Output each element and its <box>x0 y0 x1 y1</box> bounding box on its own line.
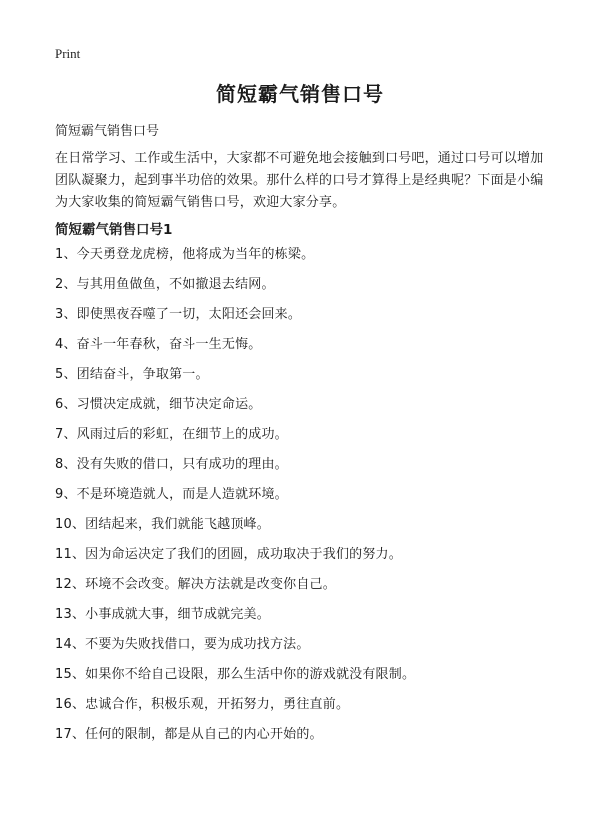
list-item: 1、今天勇登龙虎榜，他将成为当年的栋梁。 <box>55 247 315 262</box>
list-item: 16、忠诚合作，积极乐观，开拓努力，勇往直前。 <box>55 697 350 712</box>
intro-paragraph: 在日常学习、工作或生活中，大家都不可避免地会接触到口号吧，通过口号可以增加团队凝聚力，起到事半功倍的效果。那什么样的口号才算得上是经典呢？下面是小编为大家收集的简短霸气销售口号，欢迎大家分享。 <box>55 151 544 210</box>
list-item: 10、团结起来，我们就能飞越顶峰。 <box>55 517 270 532</box>
list-item: 4、奋斗一年春秋，奋斗一生无悔。 <box>55 337 262 352</box>
list-item: 7、风雨过后的彩虹，在细节上的成功。 <box>55 427 288 442</box>
list-item: 9、不是环境造就人，而是人造就环境。 <box>55 487 288 502</box>
list-item: 15、如果你不给自己设限，那么生活中你的游戏就没有限制。 <box>55 667 416 682</box>
slogan-list <box>55 240 575 750</box>
list-item: 14、不要为失败找借口，要为成功找方法。 <box>55 637 310 652</box>
list-item: 12、环境不会改变。解决方法就是改变你自己。 <box>55 577 336 592</box>
print-link[interactable]: Print <box>55 46 81 61</box>
list-item: 2、与其用鱼做鱼，不如撤退去结网。 <box>55 277 275 292</box>
document-subtitle: 简短霸气销售口号 <box>55 124 160 139</box>
list-item: 13、小事成就大事，细节成就完美。 <box>55 607 270 622</box>
list-item: 5、团结奋斗，争取第一。 <box>55 367 209 382</box>
list-item: 17、任何的限制，都是从自己的内心开始的。 <box>55 727 323 742</box>
list-item: 11、因为命运决定了我们的团圆，成功取决于我们的努力。 <box>55 547 402 562</box>
list-item: 6、习惯决定成就，细节决定命运。 <box>55 397 262 412</box>
page-title: 简短霸气销售口号 <box>216 82 384 106</box>
list-item: 3、即使黑夜吞噬了一切，太阳还会回来。 <box>55 307 302 322</box>
list-item: 8、没有失败的借口，只有成功的理由。 <box>55 457 288 472</box>
section-heading: 简短霸气销售口号1 <box>55 222 173 238</box>
